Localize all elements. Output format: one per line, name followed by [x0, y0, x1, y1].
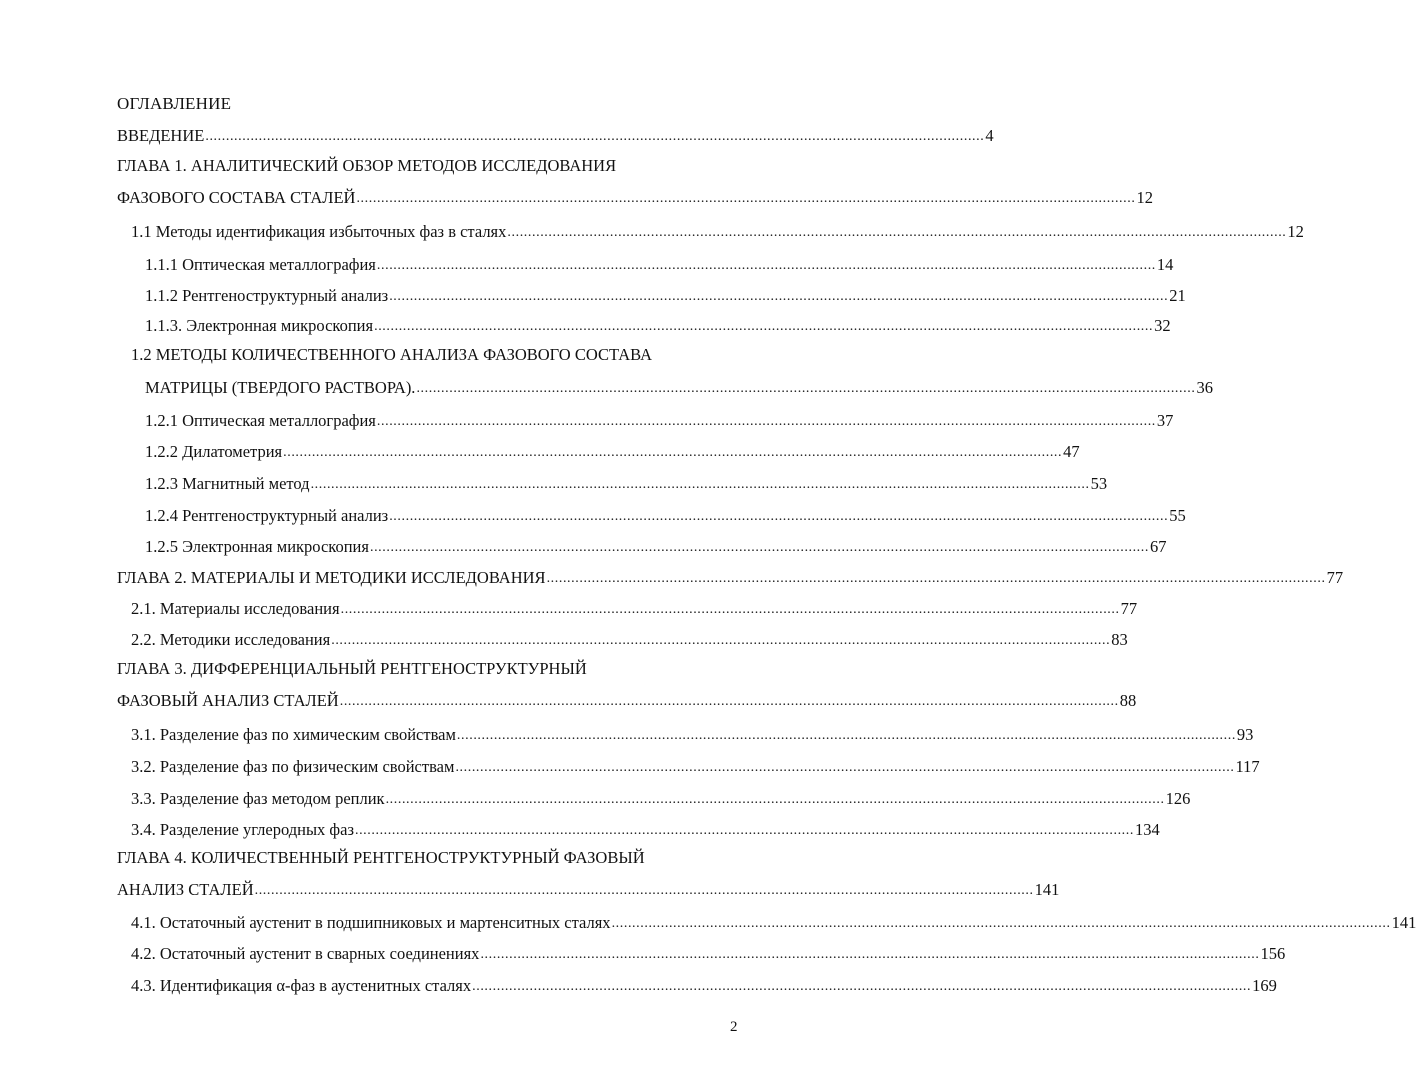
toc-entry-page: 77 — [1120, 599, 1138, 618]
toc-entry-chapter3 — [117, 689, 1137, 711]
toc-entry-title: АНАЛИЗ СТАЛЕЙ — [117, 880, 254, 899]
toc-entry-page: 88 — [1119, 691, 1137, 710]
toc-entry-page: 141 — [1034, 880, 1060, 899]
toc-entry-title: ФАЗОВОГО СОСТАВА СТАЛЕЙ — [117, 188, 356, 207]
toc-entry-1-2-5 — [145, 535, 1167, 557]
toc-entry-page: 21 — [1169, 286, 1186, 305]
toc-entry-title: 4.2. Остаточный аустенит в сварных соединениях — [131, 944, 480, 963]
toc-entry-title: 2.2. Методики исследования — [131, 630, 331, 649]
toc-entry-3-3 — [131, 787, 1191, 809]
toc-entry-title: 1.1.2 Рентгеноструктурный анализ — [145, 286, 389, 305]
dot-leader: .............................................................................................................................................................................................. — [369, 540, 1149, 555]
toc-entry-page: 55 — [1169, 506, 1186, 525]
toc-entry-1-2-3 — [145, 472, 1108, 494]
dot-leader: .............................................................................................................................................................................................. — [340, 602, 1120, 617]
toc-entry-1-1-2 — [145, 284, 1186, 306]
toc-entry-page: 93 — [1236, 725, 1254, 744]
toc-entry-title: 4.3. Идентификация α-фаз в аустенитных сталях — [131, 976, 472, 995]
toc-entry-3-1 — [131, 723, 1254, 745]
toc-entry-2-2 — [131, 628, 1128, 650]
toc-entry-2-1 — [131, 597, 1138, 619]
toc-entry-page: 32 — [1154, 316, 1171, 335]
dot-leader: .............................................................................................................................................................................................. — [546, 571, 1326, 586]
dot-leader: .............................................................................................................................................................................................. — [374, 319, 1154, 334]
dot-leader: .............................................................................................................................................................................................. — [455, 760, 1235, 775]
toc-heading: ОГЛАВЛЕНИЕ — [117, 94, 232, 113]
toc-entry-chapter2 — [117, 566, 1344, 588]
toc-entry-chapter4 — [117, 878, 1060, 900]
toc-entry-page: 83 — [1111, 630, 1128, 649]
toc-entry-title: 1.1.1 Оптическая металлография — [145, 255, 376, 274]
toc-entry-page: 117 — [1235, 757, 1260, 776]
toc-entry-1-2 — [145, 376, 1213, 398]
dot-leader: .............................................................................................................................................................................................. — [339, 694, 1119, 709]
dot-leader: .............................................................................................................................................................................................. — [376, 258, 1156, 273]
toc-entry-1-1 — [131, 220, 1304, 242]
toc-entry-title: 1.2.3 Магнитный метод — [145, 474, 310, 493]
dot-leader: .............................................................................................................................................................................................. — [611, 916, 1391, 931]
toc-entry-page: 47 — [1063, 442, 1080, 461]
dot-leader: .............................................................................................................................................................................................. — [354, 823, 1134, 838]
toc-entry-1-2-1 — [145, 409, 1174, 431]
dot-leader: .............................................................................................................................................................................................. — [356, 191, 1136, 206]
toc-entry-title: 1.2.2 Дилатометрия — [145, 442, 283, 461]
toc-entry-page: 134 — [1134, 820, 1160, 839]
toc-entry-title: МАТРИЦЫ (ТВЕРДОГО РАСТВОРА). — [145, 378, 416, 397]
toc-entry-page: 14 — [1156, 255, 1174, 274]
toc-entry-page: 36 — [1196, 378, 1213, 397]
toc-entry-title: 1.1 Методы идентификация избыточных фаз в сталях — [131, 222, 507, 241]
toc-entry-1-1-3 — [145, 314, 1171, 336]
toc-entry-1-2-line1: 1.2 МЕТОДЫ КОЛИЧЕСТВЕННОГО АНАЛИЗА ФАЗОВОГО СОСТАВА — [131, 345, 653, 364]
dot-leader: .............................................................................................................................................................................................. — [456, 728, 1236, 743]
toc-entry-page: 67 — [1149, 537, 1167, 556]
toc-entry-title: 1.1.3. Электронная микроскопия — [145, 316, 374, 335]
toc-entry-3-4 — [131, 818, 1160, 840]
toc-entry-title: 1.2.4 Рентгеноструктурный анализ — [145, 506, 389, 525]
toc-entry-3-2 — [131, 755, 1260, 777]
dot-leader: .............................................................................................................................................................................................. — [389, 289, 1169, 304]
dot-leader: .............................................................................................................................................................................................. — [254, 883, 1034, 898]
toc-entry-1-2-4 — [145, 504, 1186, 526]
toc-entry-page: 77 — [1326, 568, 1344, 587]
toc-entry-title: 1.2.1 Оптическая металлография — [145, 411, 376, 430]
dot-leader: .............................................................................................................................................................................................. — [472, 979, 1252, 994]
dot-leader: .............................................................................................................................................................................................. — [283, 445, 1063, 460]
toc-entry-title: 3.1. Разделение фаз по химическим свойствам — [131, 725, 456, 744]
toc-entry-page: 12 — [1136, 188, 1153, 207]
toc-entry-1-2-2 — [145, 440, 1080, 462]
toc-entry-chapter3-line1: ГЛАВА 3. ДИФФЕРЕНЦИАЛЬНЫЙ РЕНТГЕНОСТРУКТУРНЫЙ — [117, 659, 587, 678]
dot-leader: .............................................................................................................................................................................................. — [416, 381, 1196, 396]
toc-entry-title: 1.2.5 Электронная микроскопия — [145, 537, 369, 556]
toc-entry-page: 53 — [1090, 474, 1108, 493]
dot-leader: .............................................................................................................................................................................................. — [507, 225, 1287, 240]
dot-leader: .............................................................................................................................................................................................. — [480, 947, 1260, 962]
dot-leader: .............................................................................................................................................................................................. — [310, 477, 1090, 492]
toc-entry-page: 4 — [985, 126, 994, 145]
toc-entry-title: ВВЕДЕНИЕ — [117, 126, 205, 145]
toc-entry-title: 3.3. Разделение фаз методом реплик — [131, 789, 385, 808]
toc-entry-page: 37 — [1156, 411, 1174, 430]
dot-leader: .............................................................................................................................................................................................. — [385, 792, 1165, 807]
toc-entry-page: 169 — [1252, 976, 1277, 995]
toc-entry-page: 156 — [1260, 944, 1286, 963]
toc-entry-title: 4.1. Остаточный аустенит в подшипниковых и мартенситных сталях — [131, 913, 611, 932]
toc-entry-chapter1 — [117, 186, 1153, 208]
toc-entry-page: 141 — [1391, 913, 1416, 932]
toc-entry-title: ФАЗОВЫЙ АНАЛИЗ СТАЛЕЙ — [117, 691, 339, 710]
toc-entry-4-2 — [131, 942, 1286, 964]
toc-entry-title: 3.4. Разделение углеродных фаз — [131, 820, 354, 839]
toc-entry-1-1-1 — [145, 253, 1174, 275]
toc-entry-4-3 — [131, 974, 1277, 996]
toc-entry-introduction — [117, 124, 994, 146]
toc-entry-4-1 — [131, 911, 1416, 933]
toc-entry-chapter1-line1: ГЛАВА 1. АНАЛИТИЧЕСКИЙ ОБЗОР МЕТОДОВ ИССЛЕДОВАНИЯ — [117, 156, 617, 175]
toc-entry-chapter4-line1: ГЛАВА 4. КОЛИЧЕСТВЕННЫЙ РЕНТГЕНОСТРУКТУРНЫЙ ФАЗОВЫЙ — [117, 848, 645, 867]
toc-entry-title: 3.2. Разделение фаз по физическим свойствам — [131, 757, 455, 776]
toc-entry-title: ГЛАВА 2. МАТЕРИАЛЫ И МЕТОДИКИ ИССЛЕДОВАНИЯ — [117, 568, 546, 587]
toc-entry-page: 126 — [1165, 789, 1191, 808]
dot-leader: .............................................................................................................................................................................................. — [205, 129, 985, 144]
dot-leader: .............................................................................................................................................................................................. — [389, 509, 1169, 524]
page-number: 2 — [730, 1019, 738, 1035]
dot-leader: .............................................................................................................................................................................................. — [331, 633, 1111, 648]
dot-leader: .............................................................................................................................................................................................. — [376, 414, 1156, 429]
toc-entry-title: 2.1. Материалы исследования — [131, 599, 340, 618]
toc-entry-page: 12 — [1287, 222, 1304, 241]
